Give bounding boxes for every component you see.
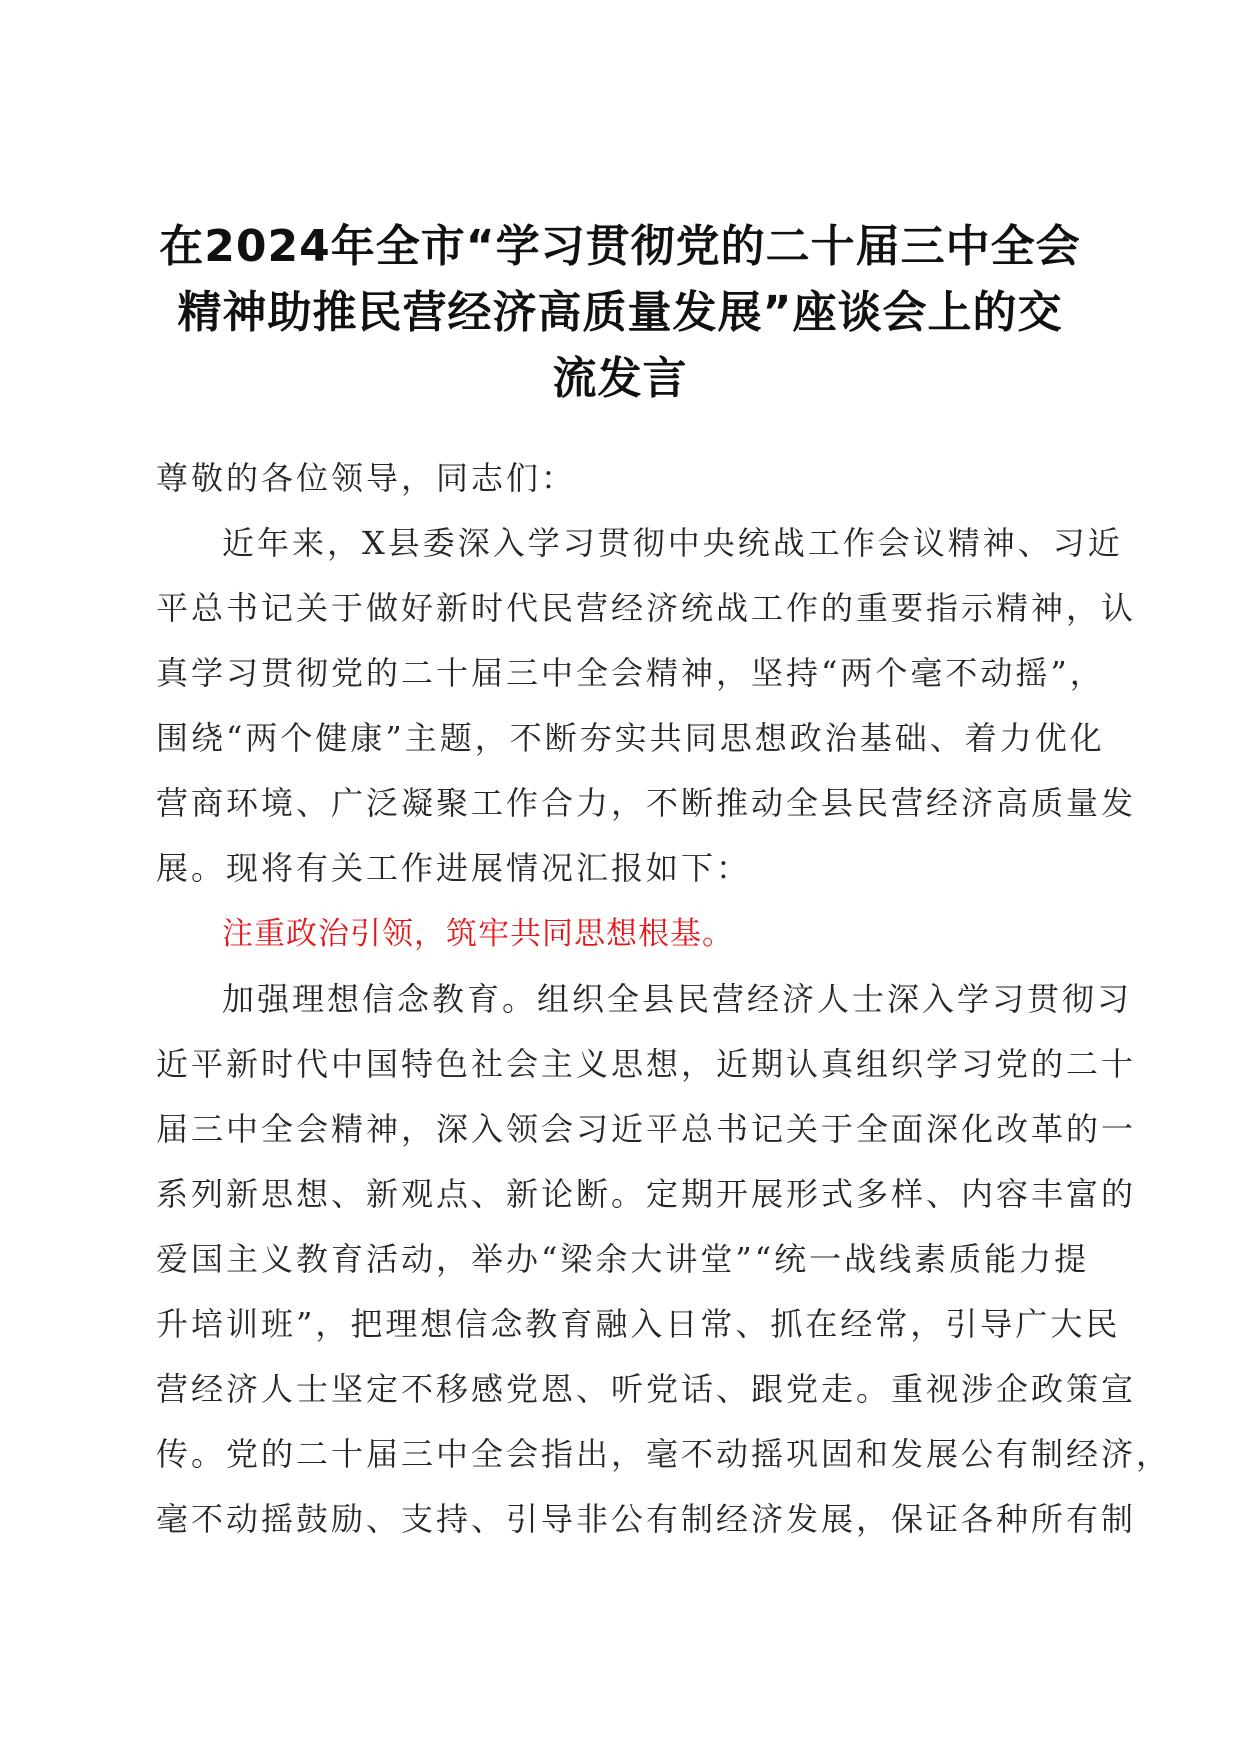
paragraph-line: 加强理想信念教育。组织全县民营经济人士深入学习贯彻习 [222, 980, 1133, 1018]
paragraph-line: 近平新时代中国特色社会主义思想，近期认真组织学习党的二十 [156, 1045, 1137, 1083]
salutation [156, 446, 1086, 511]
paragraph-line: 系列新思想、新观点、新论断。定期开展形式多样、内容丰富的 [156, 1175, 1137, 1213]
document-title [140, 214, 1100, 412]
title-line: 流发言 [552, 353, 688, 404]
paragraph-line: 传。党的二十届三中全会指出，毫不动摇巩固和发展公有制经济， [156, 1435, 1172, 1473]
paragraph-line: 营经济人士坚定不移感党恩、听党话、跟党走。重视涉企政策宣 [156, 1370, 1137, 1408]
title-line: 精神助推民营经济高质量发展”座谈会上的交 [177, 287, 1063, 338]
paragraph-line: 爱国主义教育活动，举办“梁余大讲堂”“统一战线素质能力提 [156, 1240, 1090, 1278]
paragraph-line: 真学习贯彻党的二十届三中全会精神，坚持“两个毫不动摇”， [156, 654, 1105, 692]
salutation-text: 尊敬的各位领导，同志们： [156, 459, 577, 497]
section-heading-text: 注重政治引领，筑牢共同思想根基。 [222, 916, 734, 952]
paragraph-line: 届三中全会精神，深入领会习近平总书记关于全面深化改革的一 [156, 1110, 1137, 1148]
paragraph-line: 近年来，X县委深入学习贯彻中央统战工作会议精神、习近 [222, 524, 1123, 562]
paragraph-line: 营商环境、广泛凝聚工作合力，不断推动全县民营经济高质量发 [156, 784, 1137, 822]
section-heading [156, 902, 1086, 967]
paragraph-intro [156, 511, 1137, 901]
title-line: 在2024年全市“学习贯彻党的二十届三中全会 [159, 221, 1081, 272]
paragraph-section-1 [156, 967, 1172, 1552]
paragraph-line: 平总书记关于做好新时代民营经济统战工作的重要指示精神，认 [156, 589, 1137, 627]
paragraph-line: 展。现将有关工作进展情况汇报如下： [156, 849, 752, 887]
paragraph-line: 围绕“两个健康”主题，不断夯实共同思想政治基础、着力优化 [156, 719, 1105, 757]
paragraph-line: 毫不动摇鼓励、支持、引导非公有制经济发展，保证各种所有制 [156, 1500, 1137, 1538]
paragraph-line: 升培训班”，把理想信念教育融入日常、抓在经常，引导广大民 [156, 1305, 1121, 1343]
